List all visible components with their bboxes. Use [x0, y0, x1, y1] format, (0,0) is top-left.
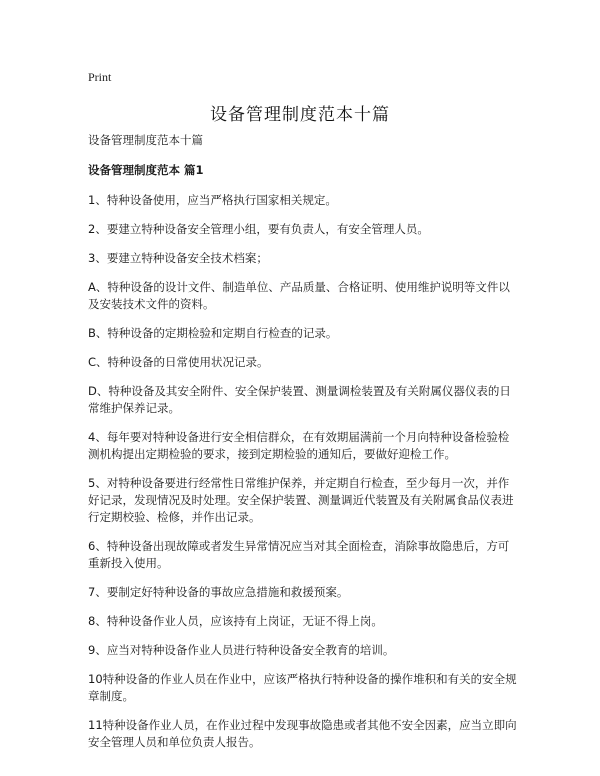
document-title: 设备管理制度范本十篇 — [210, 105, 390, 125]
paragraph-11: 11特种设备作业人员，在作业过程中发现事故隐患或者其他不安全因素，应当立即向安全管理人员和单位负责人报告。 — [88, 718, 517, 749]
paragraph-b: B、特种设备的定期检验和定期自行检查的记录。 — [88, 326, 338, 340]
paragraph-d: D、特种设备及其安全附件、安全保护装置、测量调检装置及有关附属仪器仪表的日常维护保养记录。 — [88, 384, 511, 415]
section-heading: 设备管理制度范本 篇1 — [88, 163, 204, 177]
paragraph-5: 5、对特种设备要进行经常性日常维护保养，并定期自行检查，至少每月一次，并作好记录，发现情况及时处理。安全保护装置、测量调近代装置及有关附属食品仪表进行定期校验、检修，并作出记录。 — [88, 476, 514, 524]
paragraph-1: 1、特种设备使用，应当严格执行国家相关规定。 — [88, 193, 337, 207]
paragraph-2: 2、要建立特种设备安全管理小组，要有负责人，有安全管理人员。 — [88, 222, 429, 236]
paragraph-4: 4、每年要对特种设备进行安全相信群众，在有效期届满前一个月向特种设备检验检测机构提出定期检验的要求，接到定期检验的通知后，要做好迎检工作。 — [88, 430, 510, 461]
paragraph-6: 6、特种设备出现故障或者发生异常情况应当对其全面检查，消除事故隐患后，方可重新投入使用。 — [88, 539, 510, 570]
paragraph-3: 3、要建立特种设备安全技术档案； — [88, 251, 268, 265]
paragraph-9: 9、应当对特种设备作业人员进行特种设备安全教育的培训。 — [88, 643, 395, 657]
document-body — [88, 132, 518, 763]
paragraph-c: C、特种设备的日常使用状况记录。 — [88, 355, 269, 369]
paragraph-7: 7、要制定好特种设备的事故应急措施和救援预案。 — [88, 585, 349, 599]
print-label[interactable]: Print — [88, 70, 112, 84]
document-subtitle: 设备管理制度范本十篇 — [88, 133, 203, 147]
paragraph-a: A、特种设备的设计文件、制造单位、产品质量、合格证明、使用维护说明等文件以及安装技术文件的资料。 — [88, 280, 510, 311]
paragraph-10: 10特种设备的作业人员在作业中，应该严格执行特种设备的操作堆积和有关的安全规章制度。 — [88, 672, 517, 703]
paragraph-8: 8、特种设备作业人员，应该持有上岗证，无证不得上岗。 — [88, 614, 383, 628]
